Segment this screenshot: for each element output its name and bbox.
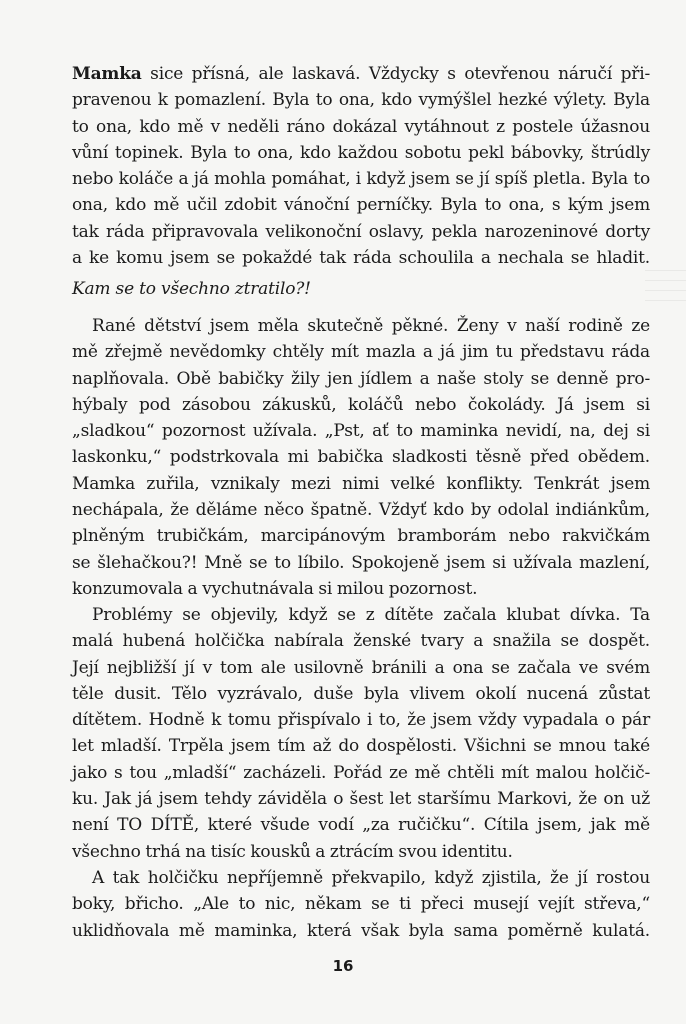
text-line: Její nejbližší jí v tom ale usilovně bránili a ona se začala ve svém — [72, 657, 650, 678]
text-line: „sladkou“ pozornost užívala. „Pst, ať to maminka nevidí, na, dej si — [72, 421, 650, 442]
text-line: laskonku,“ podstrkovala mi babička sladkosti těsně před obědem. — [72, 447, 650, 468]
text-line: A tak holčičku nepříjemně překvapilo, když zjistila, že jí rostou — [92, 868, 650, 888]
text-line: let mladší. Trpěla jsem tím až do dospělosti. Všichni se mnou také — [72, 736, 650, 757]
text-line: ku. Jak já jsem tehdy záviděla o šest let staršímu Markovi, že on už — [72, 789, 650, 810]
text-line: Mamka zuřila, vznikaly mezi nimi velké konflikty. Tenkrát jsem — [72, 473, 650, 494]
text-line: není TO DÍTĚ, které všude vodí „za ručičku“. Cítila jsem, jak mě — [72, 815, 650, 836]
text-line: Problémy se objevily, když se z dítěte začala klubat dívka. Ta — [92, 605, 650, 625]
page-number: 16 — [332, 957, 354, 975]
text-line: uklidňovala mě maminka, která však byla sama poměrně kulatá. — [72, 920, 650, 941]
text-line: ona, kdo mě učil zdobit vánoční perníčky. Byla to ona, s kým jsem — [72, 195, 650, 216]
text-line: vůní topinek. Byla to ona, kdo každou sobotu pekl bábovky, štrúdly — [72, 142, 650, 163]
text-line: mě zřejmě nevědomky chtěly mít mazla a já jim tu představu ráda — [72, 342, 650, 363]
text-line: Rané dětství jsem měla skutečně pěkné. Ženy v naší rodině ze — [92, 316, 650, 336]
text-line: nebo koláče a já mohla pomáhat, i když jsem se jí spíš pletla. Byla to — [72, 169, 650, 190]
section-heading: Kam se to všechno ztratilo?! — [72, 279, 311, 299]
bleed-through-shadow — [645, 270, 686, 310]
text-line: nechápala, že děláme něco špatně. Vždyť kdo by odolal indiánkům, — [72, 500, 650, 521]
bold-lead-word: Mamka — [72, 64, 142, 84]
paragraph-body-changes — [72, 865, 650, 944]
text-line: boky, břicho. „Ale to nic, někam se ti přeci musejí vejít střeva,“ — [72, 894, 650, 915]
text-line: pravenou k pomazlení. Byla to ona, kdo vymýšlel hezké výlety. Byla — [72, 90, 650, 111]
text-line: to ona, kdo mě v neděli ráno dokázal vytáhnout z postele úžasnou — [72, 116, 650, 137]
text-line: konzumovala a vychutnávala si milou pozornost. — [72, 578, 478, 599]
text-line: malá hubená holčička nabírala ženské tvary a snažila se dospět. — [72, 631, 650, 652]
text-line: a ke komu jsem se pokaždé tak ráda schoulila a nechala se hladit. — [72, 248, 650, 269]
text-line: plněným trubičkám, marcipánovým bramborám nebo rakvičkám — [72, 526, 650, 547]
text-line: se šlehačkou?! Mně se to líbilo. Spokojeně jsem si užívala mazlení, — [72, 552, 650, 573]
text-line: všechno trhá na tisíc kousků a ztrácím svou identitu. — [72, 841, 513, 862]
text-line: dítětem. Hodně k tomu přispívalo i to, že jsem vždy vypadala o pár — [72, 710, 650, 731]
text-line: naplňovala. Obě babičky žily jen jídlem a naše stoly se denně pro- — [72, 368, 650, 389]
text-line: Mamka sice přísná, ale laskavá. Vždycky s otevřenou náručí při- — [72, 64, 650, 84]
paragraph-mamka — [72, 61, 650, 271]
paragraph-childhood — [72, 313, 650, 602]
text-line: tak ráda připravovala velikonoční oslavy, pekla narozeninové dorty — [72, 221, 650, 242]
text-line: hýbaly pod zásobou zákusků, koláčů nebo čokolády. Já jsem si — [72, 394, 650, 415]
text-line: těle dusit. Tělo vyzrávalo, duše byla vlivem okolí nucená zůstat — [72, 683, 650, 704]
paragraph-problems — [72, 602, 650, 865]
text-line: jako s tou „mladší“ zacházeli. Pořád ze mě chtěli mít malou holčič- — [72, 762, 650, 783]
